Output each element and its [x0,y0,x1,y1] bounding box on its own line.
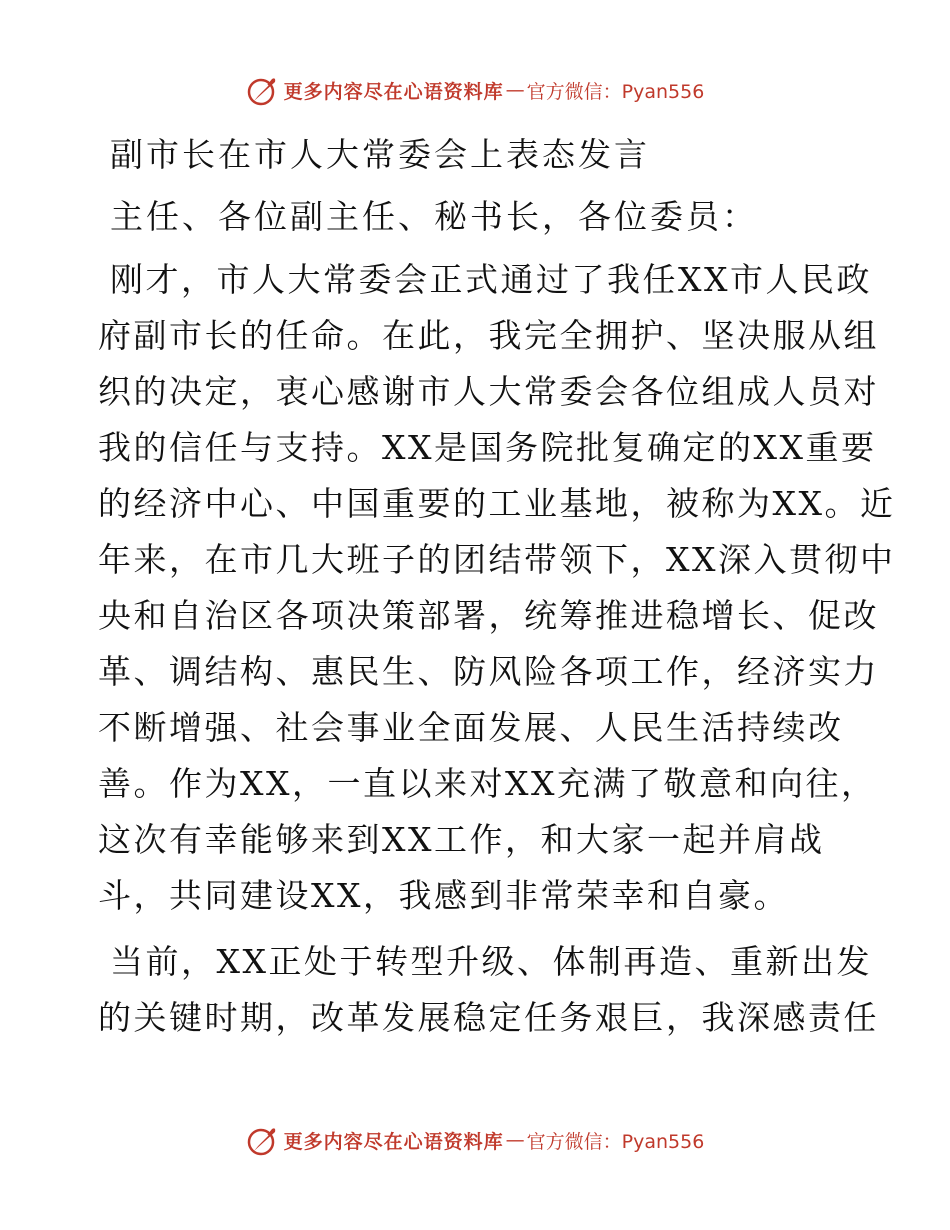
paragraph-line: 刚才，市人大常委会正式通过了我任XX市人民政 [110,260,872,299]
paragraph-line: 的关键时期，改革发展稳定任务艰巨，我深感责任 [98,998,879,1037]
watermark-banner-bottom [0,1120,950,1160]
paragraph-line: 央和自治区各项决策部署，统筹推进稳增长、促改 [98,596,879,635]
paragraph-1 [98,252,896,924]
watermark-separator: — [505,79,525,101]
feather-logo-icon [246,1123,280,1157]
paragraph-line: 府副市长的任命。在此，我完全拥护、坚决服从组 [98,316,879,355]
paragraph-line: 不断增强、社会事业全面发展、人民生活持续改 [98,708,844,747]
paragraph-line: 我的信任与支持。XX是国务院批复确定的XX重要 [98,428,877,467]
paragraph-line: 织的决定，衷心感谢市人大常委会各位组成人员对 [98,372,879,411]
paragraph-line: 这次有幸能够来到XX工作，和大家一起并肩战 [98,820,825,859]
document-salutation: 主任、各位副主任、秘书长，各位委员： [110,197,758,236]
paragraph-line: 斗，共同建设XX，我感到非常荣幸和自豪。 [98,876,789,915]
paragraph-line: 善。作为XX，一直以来对XX充满了敬意和向往， [98,764,877,803]
paragraph-line: 革、调结构、惠民生、防风险各项工作，经济实力 [98,652,879,691]
document-body [98,120,896,1046]
watermark-contact: 官方微信：Pyan556 [526,80,705,103]
paragraph-line: 年来，在市几大班子的团结带领下，XX深入贯彻中 [98,540,896,579]
watermark-contact: 官方微信：Pyan556 [526,1130,705,1153]
watermark-banner-top [0,70,950,110]
watermark-slogan: 更多内容尽在心语资料库 [283,1130,504,1153]
paragraph-2 [98,934,879,1046]
paragraph-line: 的经济中心、中国重要的工业基地，被称为XX。近 [98,484,896,523]
document-title: 副市长在市人大常委会上表态发言 [110,135,650,174]
watermark-slogan: 更多内容尽在心语资料库 [283,80,504,103]
watermark-separator: — [505,1129,525,1151]
feather-logo-icon [246,73,280,107]
paragraph-line: 当前，XX正处于转型升级、体制再造、重新出发 [110,942,872,981]
